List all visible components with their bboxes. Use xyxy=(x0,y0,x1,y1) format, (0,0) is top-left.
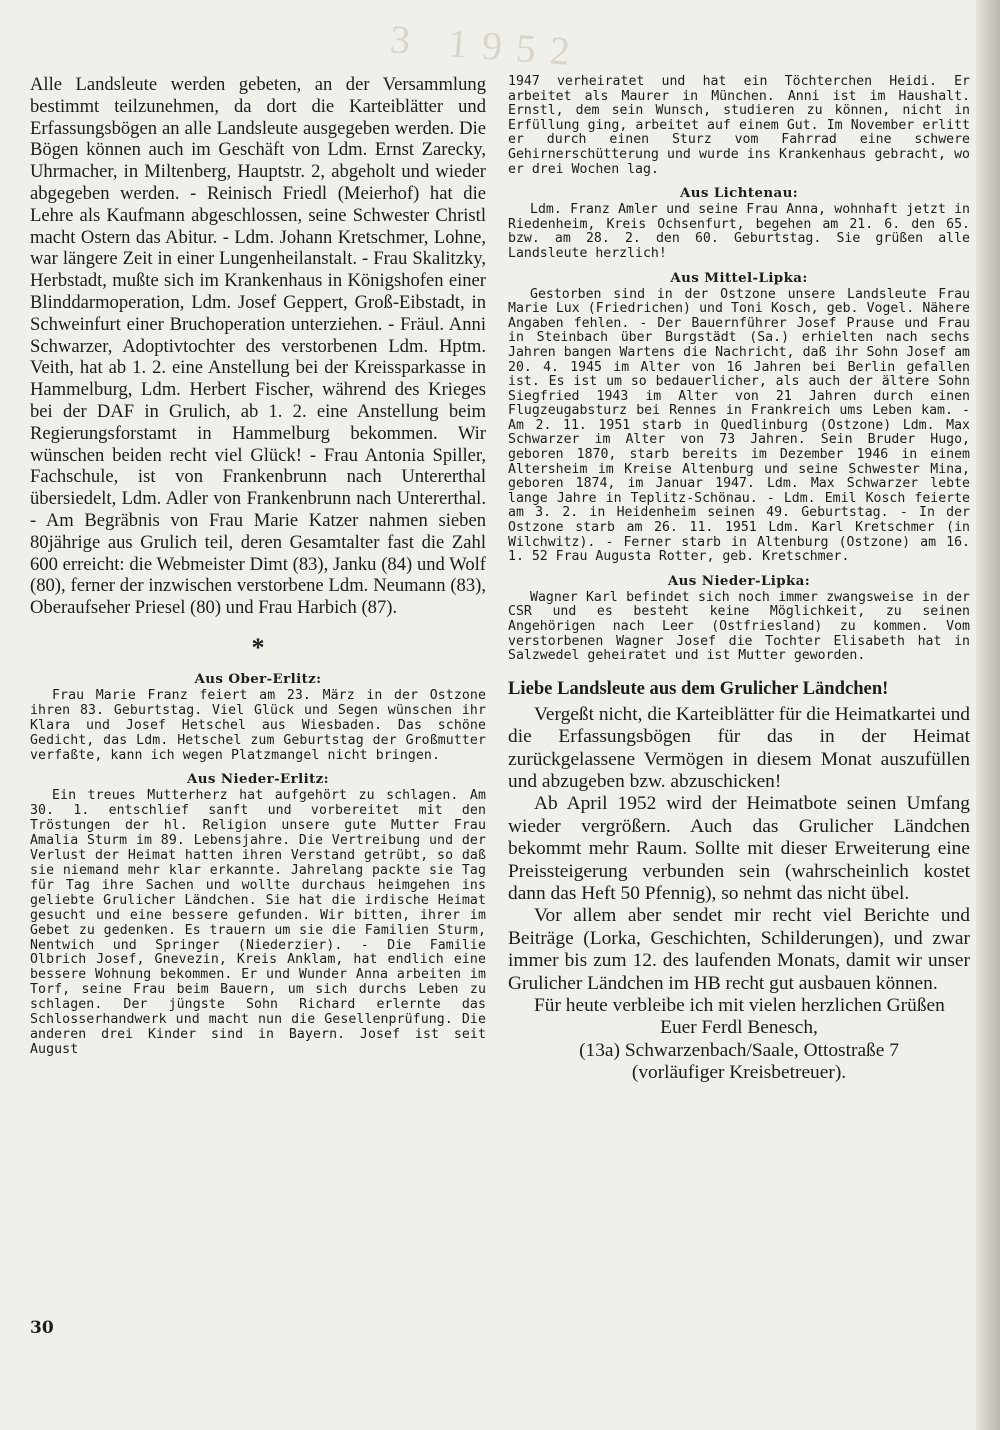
heading-nieder-lipka: Aus Nieder-Lipka: xyxy=(667,572,811,589)
heading-mittel-lipka: Aus Mittel-Lipka: xyxy=(670,269,808,286)
left-column xyxy=(30,74,486,1058)
right-column xyxy=(508,75,970,1085)
intro-paragraph: Alle Landsleute werden gebeten, an der Versammlung bestimmt teilzunehmen, da dort die Karteiblätter und Erfassungsbögen an alle Landsleute ausgegeben werden. Die Bögen können auch im Geschäft von Ldm. Ernst Zarecky, Uhrmacher, in Miltenberg, Hauptstr. 2, abgeholt und wieder abgegeben werden. - Reinisch Friedl (Meierhof) hat die Lehre als Kaufmann abgeschlossen, seine Schwester Christl macht Ostern das Abitur. - Ldm. Johann Kretschmer, Lohne, war längere Zeit in einer Lungenheilanstalt. - Frau Skalitzky, Herbstadt, mußte sich im Krankenhaus in Königshofen einer Blinddarmoperation, Ldm. Josef Geppert, Groß-Eibstadt, in Schweinfurt einer Bruchoperation unterziehen. - Fräul. Anni Schwarzer, Adoptivtochter des verstorbenen Ldm. Hptm. Veith, hat ab 1. 2. eine Anstellung bei der Kreissparkasse in Hammelburg, Ldm. Herbert Fischer, während des Krieges bei der DAF in Grulich, ab 1. 2. eine Anstellung beim Regierungsforstamt in Hammelburg bekommen. Wir wünschen beiden recht viel Glück! - Frau Antonia Spiller, Fachschule, ist von Frankenbrunn nach Untererthal übersiedelt, Ldm. Adler von Frankenbrunn nach Untererthal. - Am Begräbnis von Frau Marie Katzer nahmen sieben 80jährige aus Grulich teil, deren Gesamtalter fast die Zahl 600 erreicht: die Webmeister Dimt (83), Janku (84) und Wolf (80), ferner der inzwischen verstorbene Ldm. Neumann (83), Oberaufseher Priesel (80) und Frau Harbich (87). xyxy=(30,74,486,619)
appeal-paragraph: Ab April 1952 wird der Heimatbote seinen Umfang wieder vergrößern. Auch das Grulicher Ländchen bekommt mehr Raum. Sollte mit dieser Erweiterung eine Preissteigerung verbunden sein (wahrscheinlich kostet dann das Heft 50 Pfennig), so nehmt das nicht übel. xyxy=(508,793,970,905)
appeal-paragraph: Vor allem aber sendet mir recht viel Berichte und Beiträge (Lorka, Geschichten, Schilderungen), und zwar immer bis zum 12. des laufenden Monats, damit wir unser Grulicher Ländchen im HB recht gut ausbauen können. xyxy=(508,905,970,994)
signature-address: (13a) Schwarzenbach/Saale, Ottostraße 7 xyxy=(579,1039,899,1061)
heading-ober-erlitz: Aus Ober-Erlitz: xyxy=(194,670,322,687)
appeal-closing: Für heute verbleibe ich mit vielen herzlichen Grüßen xyxy=(534,995,945,1017)
signature-name: Euer Ferdl Benesch, xyxy=(660,1017,818,1039)
appeal-paragraph: Vergeßt nicht, die Karteiblätter für die Heimatkartei und die Erfassungsbögen für das in der Heimat zurückgelassene Vermögen in diesem Monat auszufüllen und abzugeben bzw. abzuschicken! xyxy=(508,703,970,792)
section-separator-star: * xyxy=(251,632,265,662)
text-nieder-lipka: Wagner Karl befindet sich noch immer zwangsweise in der CSR und es besteht keine Möglichkeit, zu seinen Angehörigen nach Leer (Ostfriesland) zu kommen. Vom verstorbenen Wagner Josef die Tochter Elisabeth hat in Salzwedel geheiratet und ist Mutter geworden. xyxy=(508,589,970,664)
signature-role: (vorläufiger Kreisbetreuer). xyxy=(631,1062,847,1084)
appeal-heading: Liebe Landsleute aus dem Grulicher Ländchen! xyxy=(508,677,889,699)
text-continuation: 1947 verheiratet und hat ein Töchterchen Heidi. Er arbeitet als Maurer in München. Anni ist im Haushalt. Ernstl, dem sein Wunsch, studieren zu können, nicht in Erfüllung ging, arbeitet auf einem Gut. Im November erlitt er durch einen Sturz vom Fahrrad eine schwere Gehirnerschütterung und wurde ins Krankenhaus gebracht, wo er drei Wochen lag. xyxy=(508,74,970,177)
page-edge-shadow xyxy=(976,0,1000,1430)
text-ober-erlitz: Frau Marie Franz feiert am 23. März in der Ostzone ihren 83. Geburtstag. Viel Glück und Segen wünschen ihr Klara und Josef Hetschel aus Wiesbaden. Das schöne Gedicht, das Ldm. Hetschel zum Geburtstag der Großmutter verfaßte, kann ich wegen Platzmangel nicht bringen. xyxy=(30,687,486,763)
heading-nieder-erlitz: Aus Nieder-Erlitz: xyxy=(186,771,330,788)
text-lichtenau: Ldm. Franz Amler und seine Frau Anna, wohnhaft jetzt in Riedenheim, Kreis Ochsenfurt, begehen am 21. 6. den 65. bzw. am 28. 2. den 60. Geburtstag. Sie grüßen alle Landsleute herzlich! xyxy=(508,202,970,261)
page-number: 30 xyxy=(30,1318,54,1338)
heading-lichtenau: Aus Lichtenau: xyxy=(679,185,799,202)
faint-date-stamp: 3 1952 xyxy=(388,16,586,75)
appeal-body xyxy=(508,704,970,1085)
text-mittel-lipka: Gestorben sind in der Ostzone unsere Landsleute Frau Marie Lux (Friedrichen) und Toni Kosch, geb. Vogel. Nähere Angaben fehlen. - Der Bauernführer Josef Prause und Frau in Steinbach über Burgstädt (Sa.) erhielten nach sechs Jahren bangen Wartens die Nachricht, daß ihr Sohn Josef am 20. 4. 1945 im Alter von 16 Jahren bei Berlin gefallen ist. Es ist um so bedauerlicher, als auch der ältere Sohn Siegfried 1943 im Alter von 21 Jahren durch einen Flugzeugabsturz bei Rennes in Frankreich ums Leben kam. - Am 2. 11. 1951 starb in Quedlinburg (Ostzone) Ldm. Max Schwarzer im Alter von 73 Jahren. Sein Bruder Hugo, geboren 1870, starb bereits im Dezember 1946 in einem Altersheim im Kreise Altenburg und seine Schwester Mina, geboren 1874, im Januar 1947. Ldm. Max Schwarzer lebte lange Jahre in Teplitz-Schönau. - Ldm. Emil Kosch feierte am 3. 2. in Heidenheim seinen 49. Geburtstag. - In der Ostzone starb am 26. 11. 1951 Ldm. Karl Kretschmer (in Wilchwitz). - Ferner starb in Altenburg (Ostzone) am 16. 1. 52 Frau Augusta Rotter, geb. Kretschmer. xyxy=(508,286,970,565)
text-nieder-erlitz: Ein treues Mutterherz hat aufgehört zu schlagen. Am 30. 1. entschlief sanft und vorbereitet mit den Tröstungen der hl. Religion unsere gute Mutter Frau Amalia Sturm im 89. Lebensjahre. Die Vertreibung und der Verlust der Heimat hatten ihren Verstand getrübt, so daß sie niemand mehr klar erkannte. Jahrelang packte sie Tag für Tag ihre Sachen und wollte durchaus heimgehen ins geliebte Grulicher Ländchen. Sie hat die irdische Heimat gesucht und eine bessere gefunden. Wir bitten, ihrer im Gebet zu gedenken. Es trauern um sie die Familien Sturm, Nentwich und Springer (Niederzier). - Die Familie Olbrich Josef, Gnevezin, Kreis Anklam, hat endlich eine bessere Wohnung bekommen. Er und Wunder Anna arbeiten im Torf, seine Frau beim Bauern, um sich durchs Leben zu schlagen. Der jüngste Sohn Richard erlernte das Schlosserhandwerk und macht nun die Gesellenprüfung. Die anderen drei Kinder sind in Bayern. Josef ist seit August xyxy=(30,788,486,1057)
